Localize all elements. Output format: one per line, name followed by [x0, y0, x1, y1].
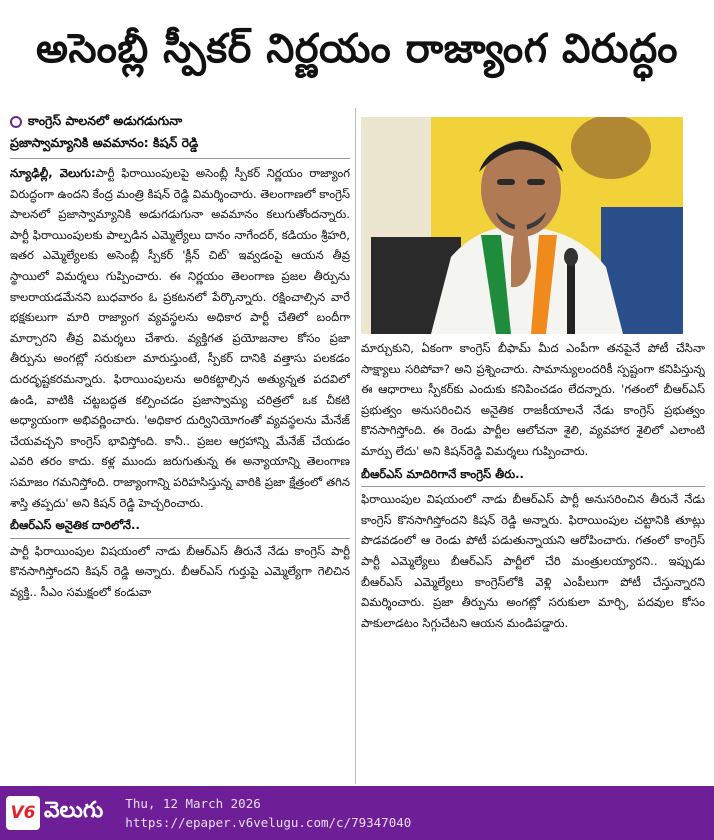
deck-line-1 — [10, 110, 350, 132]
speaker-photo — [361, 117, 683, 334]
deck-line-2: ప్రజాస్వామ్యానికి అవమానం: కిషన్ రెడ్డి — [10, 135, 199, 150]
footer-date: Thu, 12 March 2026 — [125, 796, 261, 811]
footer-meta — [125, 794, 411, 832]
left-paragraph-1-body: పార్టీ ఫిరాయింపులపై అసెంబ్లీ స్పీకర్ నిర్ణయం రాజ్యాంగ విరుద్ధంగా ఉందని కేంద్ర మంత్రి కిషన్ రెడ్డి విమర్శించారు. తెలంగాణలో కాంగ్రెస్ పాలనలో ప్రజాస్వామ్యానికి అడుగడుగునా అవమానం కలుగుతోందన్నారు. పార్టీ ఫిరాయింపులకు పాల్పడిన ఎమ్మెల్యేలు దానం నాగేందర్, కడియం శ్రీహరి, ఇతర ఎమ్మెల్యేలకు అసెంబ్లీ స్పీకర్ 'క్లీన్ చిట్' ఇవ్వడంపై ఆయన తీవ్ర స్థాయిలో విమర్శలు గుప్పించారు. ఈ నిర్ణయం తెలంగాణ ప్రజల తీర్పును కాలరాయడమేనని బుధవారం ఓ ప్రకటనలో పేర్కొన్నారు. రక్షించాల్సిన వారే భక్షకులుగా మారి రాజ్యాంగ వ్యవస్థలను అధికార పార్టీ చేతిలో బందీగా మార్చారని తీవ్ర విమర్శలు చేశారు. వ్యక్తిగత ప్రయోజనాల కోసం ప్రజా తీర్పును అంగట్లో సరుకులా మారుస్తుంటే, స్పీకర్ దానికి వత్తాసు పలకడం దురదృష్టకరమన్నారు. ఫిరాయింపులను అరికట్టాల్సిన అత్యున్నత పదవిలో ఉండి, వాటికి చట్టబద్ధత కల్పించడం ప్రజాస్వామ్య చరిత్రలో ఒక చీకటి అధ్యాయంగా అభివర్ణించారు. 'అధికార దుర్వినియోగంతో వ్యవస్థలను మేనేజ్ చేయవచ్చని కాంగ్రెస్ భావిస్తోంది. కానీ.. ప్రజల ఆగ్రహాన్ని మేనేజ్ చేయడం ఎవరి తరం కాదు. కళ్ల ముందు జరుగుతున్న ఈ అన్యాయాన్ని తెలంగాణ సమాజం గమనిస్తోంది. రాజ్యాంగాన్ని పరిహసిస్తున్న వారికి ప్రజా క్షేత్రంలో తగిన శాస్తి తప్పదు' అని కిషన్ రెడ్డి హెచ్చరించారు. — [10, 166, 350, 510]
v6-velugu-logo[interactable] — [6, 791, 103, 835]
deck — [10, 110, 350, 159]
left-paragraph-1 — [10, 163, 350, 513]
right-subhead: బీఆర్ఎస్ మాదిరిగానే కాంగ్రెస్ తీరు.. — [361, 464, 705, 488]
footer-bar — [0, 786, 714, 840]
logo-wordmark: వెలుగు — [44, 798, 104, 823]
right-paragraph-1: మార్చుకుని, ఏకంగా కాంగ్రెస్ బీఫామ్ మీద ఎంపీగా తనపైనే పోటీ చేసినా సాక్ష్యాలు సరిపోవా? అని ప్రశ్నించారు. సామాన్యులందరికీ స్పష్టంగా కనిపిస్తున్న ఈ ఆధారాలు స్పీకర్‌కు ఎందుకు కనిపించడం లేదన్నారు. 'గతంలో బీఆర్ఎస్ ప్రభుత్వం అనుసరించిన అనైతిక రాజకీయాలనే నేడు కాంగ్రెస్ ప్రభుత్వం కొనసాగిస్తోంది. ఈ రెండు పార్టీల ఆలోచనా శైలి, వ్యవహార శైలిలో ఎలాంటి మార్పు లేదు' అని కిషన్‌రెడ్డి విమర్శలు గుప్పించారు. — [361, 341, 705, 458]
left-column — [10, 106, 350, 786]
column-divider — [355, 108, 356, 784]
headline: అసెంబ్లీ స్పీకర్ నిర్ణయం రాజ్యాంగ విరుద్ధం — [36, 26, 678, 72]
left-subhead: బీఆర్ఎస్ అనైతిక దారిలోనే.. — [10, 515, 350, 539]
right-column — [361, 338, 705, 784]
left-paragraph-2: పార్టీ ఫిరాయింపుల విషయంలో నాడు బీఆర్ఎస్ తీరునే నేడు కాంగ్రెస్ పార్టీ కొనసాగిస్తోందని కిషన్ రెడ్డి అన్నారు. బీఆర్ఎస్ గుర్తుపై ఎమ్మెల్యేగా గెలిచిన వ్యక్తి.. సీఎం సమక్షంలో కండువా — [10, 543, 350, 599]
bullet-ring-icon — [10, 116, 22, 128]
right-paragraph-2: ఫిరాయింపుల విషయంలో నాడు బీఆర్ఎస్ పార్టీ అనుసరించిన తీరునే నేడు కాంగ్రెస్ కొనసాగిస్తోందని కిషన్ రెడ్డి అన్నారు. ఫిరాయింపుల చట్టానికి తూట్లు పొడవడంలో ఆ రెండు పోటీ పడుతున్నాయని ఆరోపించారు. గతంలో కాంగ్రెస్ పార్టీ ఎమ్మెల్యేలు బీఆర్ఎస్ పార్టీలో చేరి మంత్రులయ్యారని.. ఇప్పుడు బీఆర్ఎస్ ఎమ్మెల్యేలు కాంగ్రెస్‌లోకి వెళ్లి ఎంపీలుగా పోటీ చేస్తున్నారని విమర్శించారు. ప్రజా తీర్పును అంగట్లో సరుకులా మార్చి, పదవుల కోసం పాకులాడటం సిగ్గుచేటని ఆయన మండిపడ్డారు. — [361, 492, 705, 630]
footer-url[interactable]: https://epaper.v6velugu.com/c/79347040 — [125, 815, 412, 830]
logo-badge-text: V6 — [10, 803, 36, 823]
speaker-photo-icon — [361, 117, 683, 334]
v6-logo-icon — [6, 796, 40, 830]
dateline: న్యూఢిల్లీ, వెలుగు: — [10, 166, 96, 180]
deck-line-1-text: కాంగ్రెస్ పాలనలో అడుగడుగునా — [28, 113, 183, 128]
